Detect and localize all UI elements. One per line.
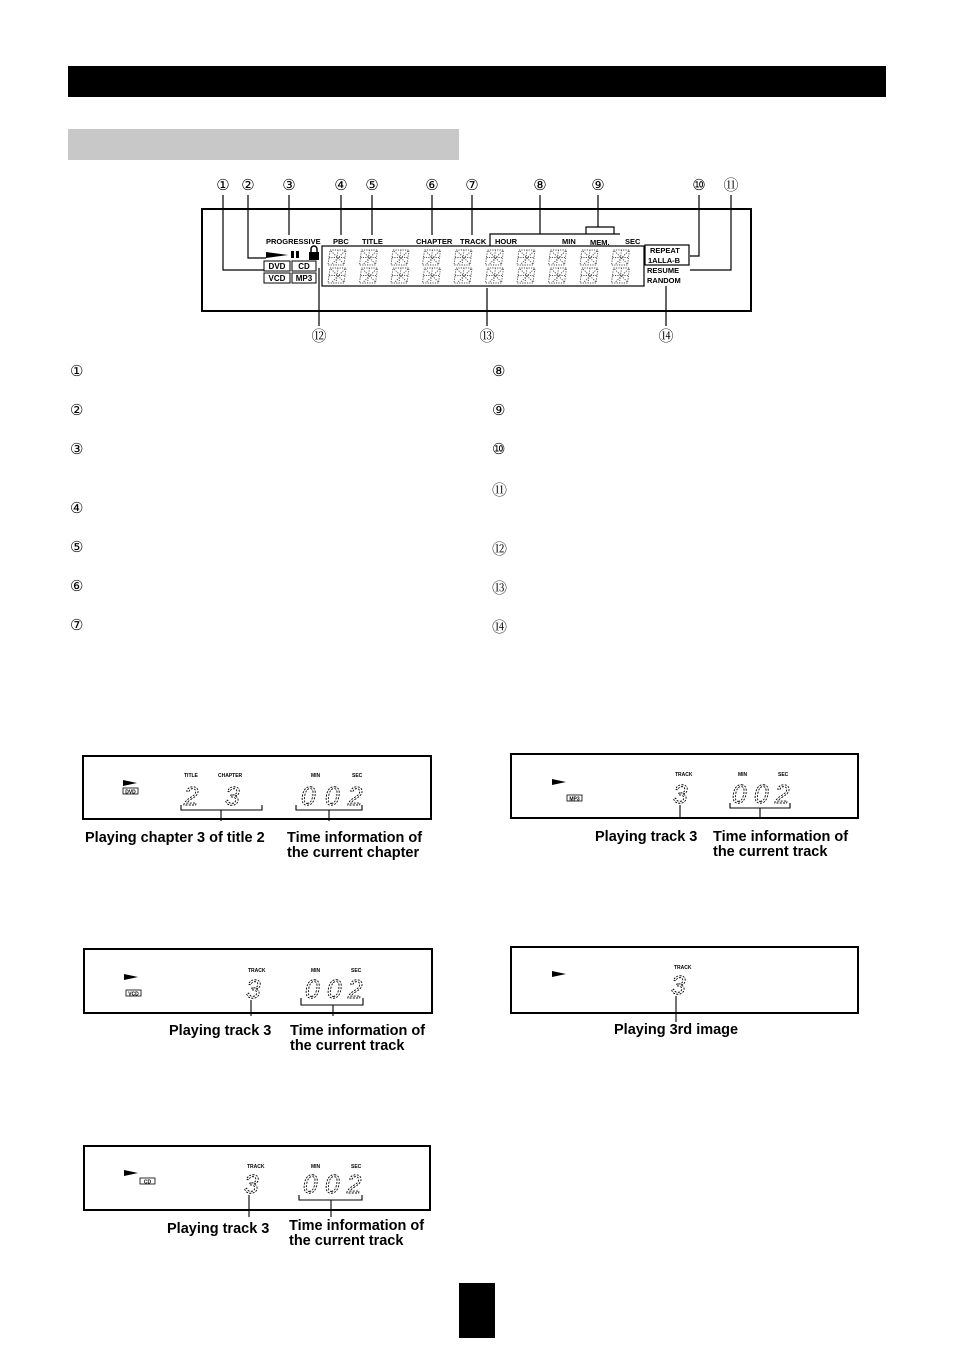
vcd-track-label: TRACK [248, 968, 266, 974]
marker-5: ⑤ [365, 177, 379, 194]
example-vcd-display [83, 948, 435, 1016]
lbl-resume: RESUME [647, 266, 680, 275]
dvd-caption-left: Playing chapter 3 of title 2 [85, 830, 265, 846]
lbl-mem: MEM. [590, 238, 610, 247]
cd-min-label: MIN [311, 1164, 321, 1170]
vcd-caption-left: Playing track 3 [169, 1023, 272, 1039]
jpeg-track-digit: 3 [671, 970, 686, 1000]
marker-8: ⑧ [533, 177, 547, 194]
vcd-track-digit: 3 [246, 974, 261, 1004]
mp3-sec-label: SEC [778, 772, 789, 778]
dvd-chapter-label: CHAPTER [218, 773, 243, 779]
marker-9: ⑨ [591, 177, 605, 194]
jpeg-caption-left: Playing 3rd image [614, 1022, 739, 1038]
lock-icon [309, 252, 319, 260]
mp3-disc-label: MP3 [569, 796, 580, 803]
segment-cell [360, 268, 378, 283]
mp3-min-label: MIN [738, 772, 748, 778]
segment-cell [580, 250, 598, 265]
jpeg-track-label: TRACK [674, 965, 692, 971]
vcd-disc-label: VCD [128, 991, 139, 998]
segment-digits [328, 250, 630, 283]
lbl-track: TRACK [460, 237, 487, 246]
cd-sec-label: SEC [351, 1164, 362, 1170]
marker-1: ① [216, 177, 230, 194]
lbl-repeat: REPEAT [650, 246, 680, 255]
mp3-time-digit: 2 [775, 779, 790, 809]
lbl-chapter: CHAPTER [416, 237, 453, 246]
vcd-sec-label: SEC [351, 968, 362, 974]
lbl-pbc: PBC [333, 237, 349, 246]
legend-13: ⑬ [492, 580, 508, 597]
segment-cell [612, 268, 630, 283]
mp3-track-digit: 3 [673, 779, 688, 809]
segment-cell [423, 268, 441, 283]
mp3-time-digit: 0 [754, 779, 769, 809]
front-display-diagram [0, 0, 954, 360]
legend-8: ⑧ [492, 363, 506, 380]
lbl-alla: 1ALLA-B [648, 256, 681, 265]
dvd-disc-label: DVD [125, 789, 136, 796]
page-number-block [459, 1283, 495, 1338]
cd-time-digit: 2 [347, 1169, 362, 1199]
pause-icon [291, 251, 294, 258]
play-icon [266, 252, 288, 258]
lbl-mp3: MP3 [295, 274, 313, 283]
lbl-hour: HOUR [495, 237, 518, 246]
lbl-vcd: VCD [268, 274, 286, 283]
cd-caption-left: Playing track 3 [167, 1221, 270, 1237]
legend-11: ⑪ [492, 482, 508, 499]
example-cd-display [83, 1145, 435, 1217]
segment-cell [391, 268, 409, 283]
segment-cell [328, 250, 346, 265]
legend-5: ⑤ [70, 539, 84, 556]
legend-6: ⑥ [70, 578, 84, 595]
cd-time-digit: 0 [303, 1169, 318, 1199]
marker-13: ⑬ [479, 328, 495, 345]
segment-cell [580, 268, 598, 283]
mp3-time-digit: 0 [732, 779, 747, 809]
cd-caption-right-1: Time information of [289, 1218, 425, 1234]
vcd-time-digit: 2 [348, 974, 363, 1004]
mp3-caption-left: Playing track 3 [595, 829, 698, 845]
vcd-time-digit: 0 [305, 974, 320, 1004]
segment-cell [486, 250, 504, 265]
example-jpeg-display [510, 946, 860, 1032]
lbl-cd: CD [298, 262, 310, 271]
segment-cell [612, 250, 630, 265]
legend-14: ⑭ [492, 619, 508, 636]
marker-7: ⑦ [465, 177, 479, 194]
cd-caption-right-2: the current track [289, 1233, 404, 1249]
vcd-time-digit: 0 [327, 974, 342, 1004]
dvd-caption-right-1: Time information of [287, 830, 423, 846]
lbl-dvd: DVD [268, 262, 286, 271]
lbl-title: TITLE [362, 237, 383, 246]
segment-cell [454, 268, 472, 283]
vcd-caption-right-2: the current track [290, 1038, 405, 1054]
cd-track-digit: 3 [244, 1169, 259, 1199]
legend-3: ③ [70, 441, 84, 458]
dvd-min-label: MIN [311, 773, 321, 779]
dvd-title-digit: 2 [184, 781, 199, 811]
cd-disc-label: CD [143, 1179, 152, 1186]
segment-cell [360, 250, 378, 265]
segment-cell [454, 250, 472, 265]
segment-cell [328, 268, 346, 283]
segment-cell [549, 250, 567, 265]
marker-4: ④ [334, 177, 348, 194]
vcd-min-label: MIN [311, 968, 321, 974]
marker-3: ③ [282, 177, 296, 194]
legend-1: ① [70, 363, 84, 380]
mp3-track-label: TRACK [675, 772, 693, 778]
segment-cell [517, 250, 535, 265]
segment-cell [517, 268, 535, 283]
lbl-min: MIN [562, 237, 576, 246]
marker-12: ⑫ [311, 328, 327, 345]
lbl-sec: SEC [625, 237, 641, 246]
example-dvd-display [82, 755, 432, 821]
marker-10: ⑩ [692, 177, 706, 194]
legend-10: ⑩ [492, 441, 506, 458]
lbl-progressive: PROGRESSIVE [266, 237, 321, 246]
marker-6: ⑥ [425, 177, 439, 194]
segment-cell [486, 268, 504, 283]
legend-9: ⑨ [492, 402, 506, 419]
segment-cell [423, 250, 441, 265]
dvd-time-digit: 0 [325, 781, 340, 811]
lbl-random: RANDOM [647, 276, 681, 285]
legend-4: ④ [70, 500, 84, 517]
mp3-caption-right-2: the current track [713, 844, 828, 860]
segment-cell [549, 268, 567, 283]
legend-2: ② [70, 402, 84, 419]
marker-2: ② [241, 177, 255, 194]
segment-cell [391, 250, 409, 265]
marker-11: ⑪ [723, 177, 739, 194]
dvd-caption-right-2: the current chapter [287, 845, 420, 861]
legend-12: ⑫ [492, 541, 508, 558]
cd-time-digit: 0 [325, 1169, 340, 1199]
dvd-time-digit: 0 [301, 781, 316, 811]
marker-14: ⑭ [658, 328, 674, 345]
vcd-caption-right-1: Time information of [290, 1023, 426, 1039]
dvd-sec-label: SEC [352, 773, 363, 779]
dvd-chapter-digit: 3 [225, 781, 240, 811]
dvd-time-digit: 2 [348, 781, 363, 811]
example-mp3-display [510, 753, 860, 819]
legend-7: ⑦ [70, 617, 84, 634]
mp3-caption-right-1: Time information of [713, 829, 849, 845]
dvd-title-label: TITLE [184, 773, 198, 779]
cd-track-label: TRACK [247, 1164, 265, 1170]
